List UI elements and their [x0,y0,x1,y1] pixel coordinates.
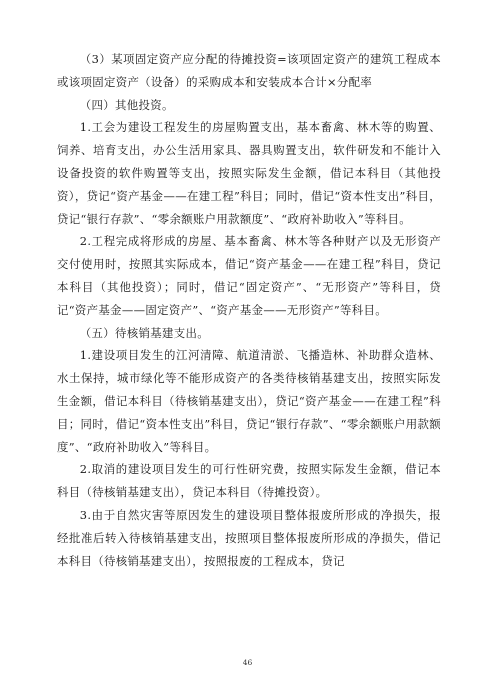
section-heading: （五）待核销基建支出。 [79,325,209,340]
paragraph: 1.建设项目发生的江河清障、航道清淤、飞播造林、补助群众造林、水土保持，城市绿化等不能形成资产的各类待核销基建支出，按照实际发生金额，借记本科目（待核销基建支出），贷记“资产基金——在建工程”科目；同时，借记“资本性支出”科目，贷记“银行存款”、“零余额账户用款额度”、“政府补助收入”等科目。 [57,348,441,454]
paragraph: 3.由于自然灾害等原因发生的建设项目整体报废所形成的净损失，报经批准后转入待核销基建支出，按照项目整体报废所形成的净损失，借记本科目（待核销基建支出），按照报废的工程成本，贷记 [57,507,441,568]
page-number: 46 [242,658,253,667]
section-heading: （四）其他投资。 [79,97,174,112]
paragraph: 1.工会为建设工程发生的房屋购置支出，基本畜禽、林木等的购置、饲养、培育支出，办公生活用家具、器具购置支出，软件研发和不能计入设备投资的软件购置等支出，按照实际发生金额，借记本科目（其他投资），贷记“资产基金——在建工程”科目；同时，借记“资本性支出”科目，贷记“银行存款”、“零余额账户用款额度”、“政府补助收入”等科目。 [57,120,441,226]
document-body [57,48,441,572]
paragraph: 2.工程完成将形成的房屋、基本畜禽、林木等各种财产以及无形资产交付使用时，按照其实际成本，借记“资产基金——在建工程”科目，贷记本科目（其他投资）；同时，借记“固定资产”、“无形资产”等科目，贷记“资产基金——固定资产”、“资产基金——无形资产”等科目。 [57,234,441,317]
paragraph: （3）某项固定资产应分配的待摊投资=该项固定资产的建筑工程成本或该项固定资产（设备）的采购成本和安装成本合计×分配率 [57,52,441,89]
paragraph: 2.取消的建设项目发生的可行性研究费，按照实际发生金额，借记本科目（待核销基建支出），贷记本科目（待摊投资）。 [57,462,441,500]
